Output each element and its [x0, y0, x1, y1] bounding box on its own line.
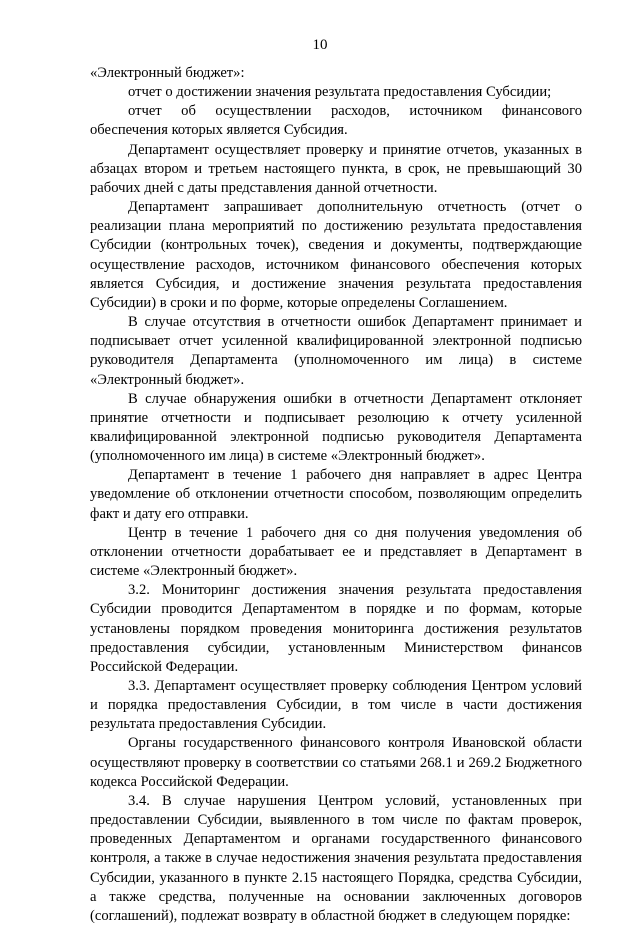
- paragraph-1: «Электронный бюджет»:: [90, 65, 245, 81]
- paragraph-5: Департамент запрашивает дополнительную отчетность (отчет о реализации плана мероприятий по достижению результата предоставления Субсидии (контрольных точек), сведения и документы, подтверждающие осуществление расходов, источником финансового обеспечения которых является Субсидия, и достижение значения результата предоставления Субсидии) в сроки и по форме, которые определены Соглашением.: [90, 199, 582, 311]
- paragraph-11: 3.3. Департамент осуществляет проверку соблюдения Центром условий и порядка предоставления Субсидии, в том числе в части достижения результата предоставления Субсидии.: [90, 678, 582, 733]
- page-number: 10: [312, 37, 328, 53]
- paragraph-6: В случае отсутствия в отчетности ошибок Департамент принимает и подписывает отчет усиленной квалифицированной электронной подписью руководителя Департамента (уполномоченного им лица) в системе «Электронный бюджет».: [90, 314, 582, 388]
- paragraph-13: 3.4. В случае нарушения Центром условий, установленных при предоставлении Субсидии, выявленного в том числе по фактам проверок, проведенных Департаментом и органами государственного финансового контроля, а также в случае недостижения значения результата предоставления Субсидии, указанного в пункте 2.15 настоящего Порядка, средства Субсидии, а также средства, полученные на основании заключенных договоров (соглашений), подлежат возврату в областной бюджет в следующем порядке:: [90, 792, 582, 924]
- paragraph-10: 3.2. Мониторинг достижения значения результата предоставления Субсидии проводится Департаментом в порядке и по формам, которые установлены порядком проведения мониторинга достижения результатов предоставления субсидии, установленным Министерством финансов Российской Федерации.: [90, 582, 582, 675]
- paragraph-8: Департамент в течение 1 рабочего дня направляет в адрес Центра уведомление об отклонении отчетности способом, позволяющим определить факт и дату его отправки.: [90, 467, 582, 522]
- paragraph-3: отчет об осуществлении расходов, источником финансового обеспечения которых является Субсидия.: [90, 103, 582, 139]
- paragraph-4: Департамент осуществляет проверку и принятие отчетов, указанных в абзацах втором и третьем настоящего пункта, в срок, не превышающий 30 рабочих дней с даты представления данной отчетности.: [90, 141, 582, 196]
- document-body: [90, 64, 582, 926]
- paragraph-9: Центр в течение 1 рабочего дня со дня получения уведомления об отклонении отчетности дорабатывает ее и представляет в Департамент в системе «Электронный бюджет».: [90, 524, 582, 580]
- paragraph-7: В случае обнаружения ошибки в отчетности Департамент отклоняет принятие отчетности и подписывает резолюцию к отчету усиленной квалифицированной электронной подписью руководителя Департамента (уполномоченного им лица) в системе «Электронный бюджет».: [90, 390, 582, 465]
- paragraph-12: Органы государственного финансового контроля Ивановской области осуществляют проверку в соответствии со статьями 268.1 и 269.2 Бюджетного кодекса Российской Федерации.: [90, 735, 582, 790]
- paragraph-2: отчет о достижении значения результата предоставления Субсидии;: [128, 84, 552, 101]
